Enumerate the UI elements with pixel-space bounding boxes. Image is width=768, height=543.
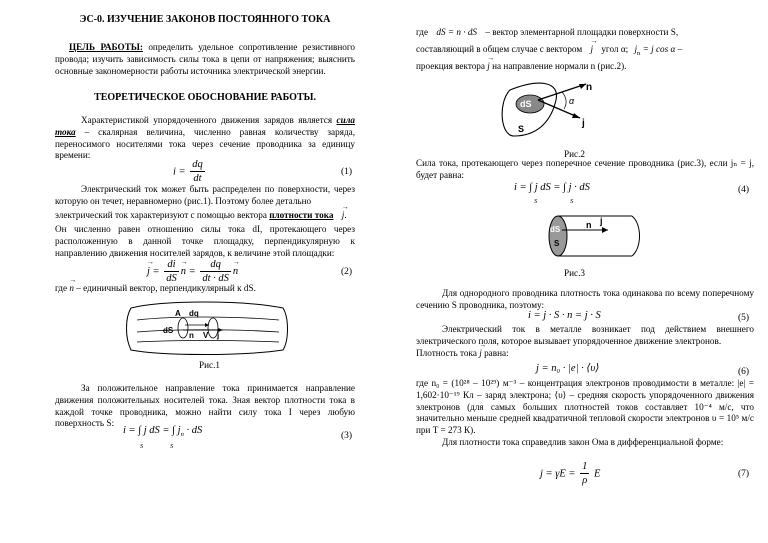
fig1-label-dq: dq (189, 309, 199, 318)
equation-3-number: (3) (341, 431, 353, 441)
equation-1: i = $\frac{dq}{dt}$ (173, 159, 203, 185)
figure-2-caption: Рис.2 (564, 149, 585, 159)
equation-2-number: (2) (341, 267, 353, 277)
eq3-limit-2: S (170, 443, 174, 450)
equation-5-number: (5) (738, 313, 750, 323)
para-density-intro: электрический ток характеризуют с помощью вектора плотности тока → j. (55, 210, 355, 222)
fig2-label-alpha: α (569, 96, 575, 106)
fig3-label-s: S (554, 239, 560, 248)
figure-2-surface (500, 78, 610, 142)
fig3-label-j: j (600, 216, 603, 226)
figure-1-conductor (123, 298, 293, 356)
figure-3-cylinder (546, 212, 646, 260)
para-distribution: Электрический ток может быть распределен по поверхности, через которую он течет, неравномерно (рис.1). Поэтому более детально (55, 184, 355, 206)
equation-7-number: (7) (738, 469, 750, 479)
term-current-density: плотности тока (269, 210, 334, 220)
para-density-equals: Плотность тока → j равна: (416, 348, 754, 360)
equation-4-number: (4) (738, 185, 750, 195)
fig3-label-ds: dS (550, 225, 561, 234)
page-title: ЭС-0. ИЗУЧЕНИЕ ЗАКОНОВ ПОСТОЯННОГО ТОКА (79, 14, 331, 25)
fig2-label-s: S (518, 124, 525, 134)
equation-6: j = n₀ · |e| · ⟨υ⟩ (536, 363, 600, 374)
equation-1-number: (1) (341, 167, 353, 177)
fig1-label-v: V (203, 331, 209, 340)
para-homogeneous: Для однородного проводника плотность тока одинакова по всему поперечному сечению S проводника, поэтому: (416, 288, 754, 310)
fig2-label-j: j (582, 118, 585, 129)
eq4-limit-2: S (570, 198, 574, 205)
eq3-limit-1: S (140, 443, 144, 450)
fig2-label-n: n (586, 82, 593, 93)
equation-6-number: (6) (738, 367, 750, 377)
figure-1-caption: Рис.1 (199, 360, 220, 370)
para-ds-vector: где dS = n · dS – вектор элементарной площадки поверхности S, (416, 27, 679, 37)
fig1-label-n: n (189, 331, 194, 340)
para-ohm-law: Для плотности тока справедлив закон Ома в дифференциальной форме: (442, 437, 724, 447)
para-projection: проекция вектора → j на направление нормали n (рис.2). (416, 61, 754, 73)
equation-7: j = γE = $\frac{1}{\rho}$ E (540, 461, 601, 487)
equation-2: → j = $\frac{di}{dS}$ → n = $\frac{dq}{dt \cdot dS}$ → n (147, 258, 238, 286)
para-density-definition: Он численно равен отношению силы тока dI, протекающего через расположенную в данной точке площадку, перпендикулярную к направлению движения носителей зарядов, к величине этой площадки: (55, 224, 355, 258)
para-cross-section: Сила тока, протекающего через поперечное сечение проводника (рис.3), если jₙ = j, будет равна: (416, 158, 754, 180)
equation-5: i = j · S · n = j · S (528, 310, 601, 321)
fig2-label-ds: dS (520, 99, 532, 109)
para-metal-current: Электрический ток в металле возникает под действием внешнего электрического поля, которое вызывает упорядоченное движение электронов. (416, 324, 754, 346)
term-sila: сила (336, 115, 355, 125)
goal-label: ЦЕЛЬ РАБОТЫ: (69, 42, 143, 52)
theory-heading: ТЕОРЕТИЧЕСКОЕ ОБОСНОВАНИЕ РАБОТЫ. (94, 92, 316, 103)
fig3-label-n: n (586, 220, 592, 230)
para-electron-parameters: где n₀ = (10²⁸ – 10²⁹) м⁻³ – концентрация электронов проводимости в металле: |e| = 1,602·10⁻¹⁹ Кл – заряд электрона; ⟨υ⟩ – средняя скорость упорядоченного движения электронов (для самых больших плотностей токов составляет 10⁻⁴ м/с, что значительно меньше средней квадратичной тепловой скорости электронов υ = 10⁵ м/с при T = 273 К). (416, 378, 754, 436)
term-toka: тока (55, 126, 76, 137)
fig1-label-a: A (175, 309, 181, 318)
para-positive-direction: За положительное направление тока принимается направление движения положительных носителей тока. Зная вектор плотности тока в каждой точке проводника, можно найти силу тока I через любую поверхность S: (55, 383, 355, 429)
equation-3: i = ∫ j dS = ∫ $j_n$ · dS (123, 425, 203, 439)
para-where-n: где → n – единичный вектор, перпендикулярный к dS. (55, 283, 355, 295)
figure-3-caption: Рис.3 (564, 268, 585, 278)
equation-4: i = ∫ j dS = ∫ j · dS (514, 182, 590, 193)
eq4-limit-1: S (534, 198, 538, 205)
goal-text: определить удельное сопротивление резистивного провода; изучить зависимость силы тока в цепи от напряжения; выяснить основные закономерности работы источника электрической энергии. (55, 42, 355, 76)
fig1-label-j: j (217, 331, 220, 340)
para-current-definition: Характеристикой упорядоченного движения зарядов является сила тока – скалярная величина, численно равная количеству заряда, переносимого носителями тока через сечение проводника за единицу времени: (55, 115, 355, 161)
goal-paragraph (55, 42, 355, 77)
para-angle: составляющий в общем случае с вектором → j угол α; $j_n = j$ cos α – (416, 44, 754, 58)
fig1-label-ds: dS (163, 326, 174, 335)
